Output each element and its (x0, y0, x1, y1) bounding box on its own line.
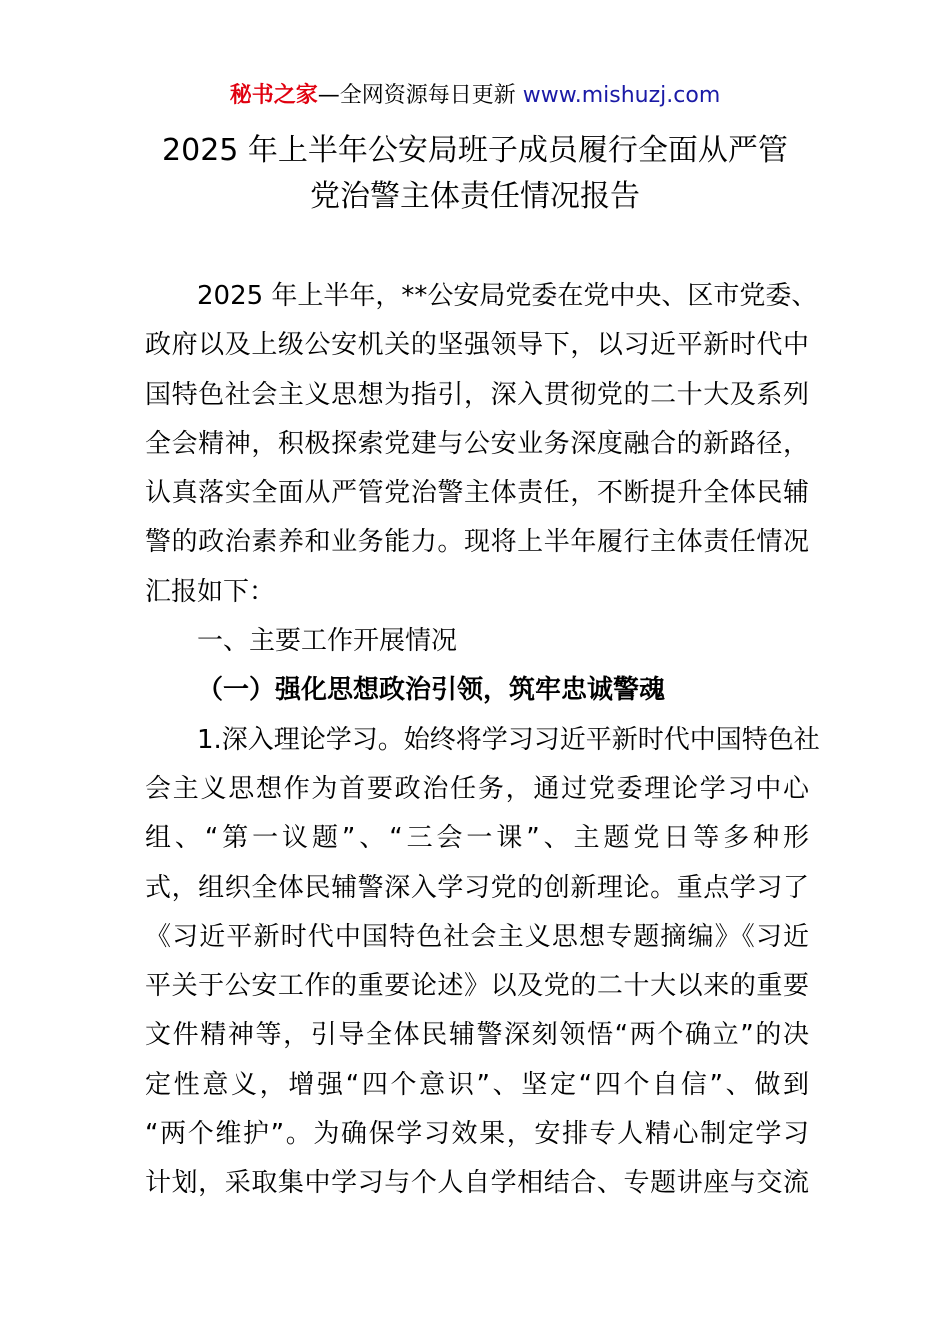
title-line-2: 党治警主体责任情况报告 (310, 179, 640, 214)
paragraph-line: 政府以及上级公安机关的坚强领导下，以习近平新时代中 (145, 330, 809, 361)
paragraph-line: 1.深入理论学习。始终将学习习近平新时代中国特色社 (197, 724, 820, 755)
document-title (0, 128, 950, 220)
paragraph-line: 2025 年上半年，**公安局党委在党中央、区市党委、 (197, 281, 818, 311)
paragraph-line: 平关于公安工作的重要论述》以及党的二十大以来的重要 (145, 971, 809, 1002)
paragraph-line: 计划，采取集中学习与个人自学相结合、专题讲座与交流 (145, 1168, 809, 1199)
paragraph-line: 警的政治素养和业务能力。现将上半年履行主体责任情况 (145, 527, 809, 558)
paragraph-line: 《习近平新时代中国特色社会主义思想专题摘编》《习近 (145, 921, 809, 952)
paragraph-line: 式，组织全体民辅警深入学习党的创新理论。重点学习了 (145, 872, 809, 903)
subsection-heading: （一）强化思想政治引领，筑牢忠诚警魂 (197, 675, 666, 706)
paragraph-line: 汇报如下： (145, 576, 276, 607)
site-url-link[interactable]: www.mishuzj.com (522, 83, 721, 108)
brand-name: 秘书之家 (229, 83, 318, 108)
paragraph-line: “两个维护”。为确保学习效果，安排专人精心制定学习 (145, 1119, 809, 1150)
title-line-1: 2025 年上半年公安局班子成员履行全面从严管 (162, 133, 788, 168)
header-tagline: —全网资源每日更新 (317, 83, 523, 108)
paragraph-line: 组、“第一议题”、“三会一课”、主题党日等多种形 (145, 823, 809, 854)
intro-paragraph (145, 272, 818, 617)
paragraph-line: 定性意义，增强“四个意识”、坚定“四个自信”、做到 (145, 1069, 809, 1100)
section-heading: 一、主要工作开展情况 (197, 626, 458, 657)
document-body (145, 272, 820, 1209)
paragraph-line: 会主义思想作为首要政治任务，通过党委理论学习中心 (145, 773, 809, 804)
paragraph-line: 国特色社会主义思想为指引，深入贯彻党的二十大及系列 (145, 379, 809, 410)
site-header (0, 80, 950, 112)
theory-study-paragraph (145, 716, 820, 1209)
paragraph-line: 文件精神等，引导全体民辅警深刻领悟“两个确立”的决 (145, 1020, 809, 1051)
paragraph-line: 全会精神，积极探索党建与公安业务深度融合的新路径， (145, 428, 809, 459)
paragraph-line: 认真落实全面从严管党治警主体责任，不断提升全体民辅 (145, 478, 809, 509)
